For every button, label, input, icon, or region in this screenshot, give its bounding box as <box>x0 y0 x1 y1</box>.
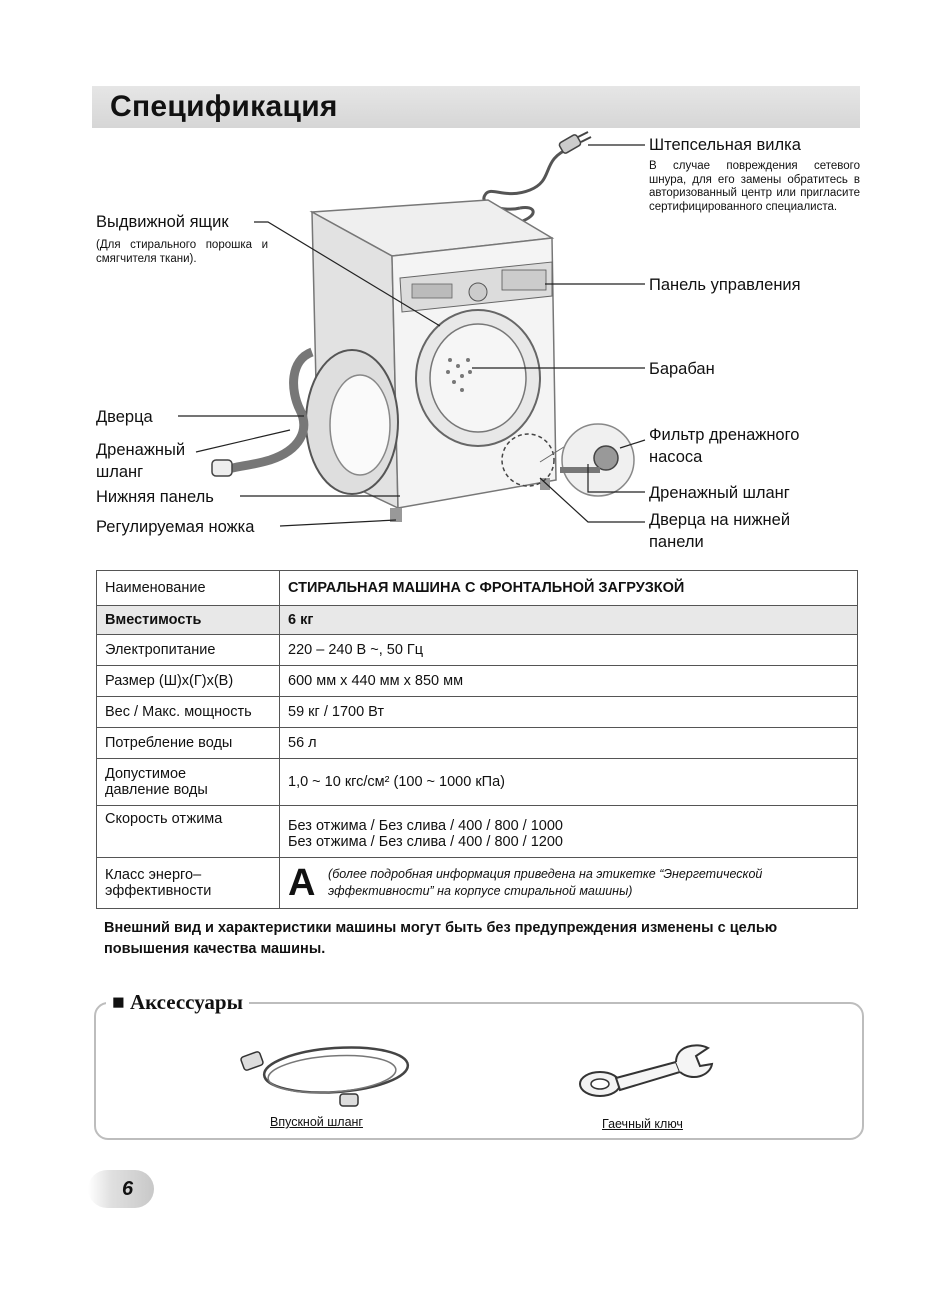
table-cell-label <box>97 858 280 909</box>
label-drain-hose-right: Дренажный шланг <box>649 484 790 502</box>
label-plug: Штепсельная вилка <box>649 136 801 154</box>
accessories-title-text: Аксессуары <box>129 990 243 1014</box>
energy-class-letter: A <box>288 862 316 904</box>
inlet-hose-icon <box>236 1030 416 1116</box>
table-cell-value: 600 мм x 440 мм x 850 мм <box>280 666 858 697</box>
label-drawer: Выдвижной ящик <box>96 213 229 231</box>
table-row <box>97 806 858 858</box>
table-cell-value: СТИРАЛЬНАЯ МАШИНА С ФРОНТАЛЬНОЙ ЗАГРУЗКОЙ <box>280 571 858 606</box>
label-pump-filter-1: Фильтр дренажного <box>649 426 800 444</box>
table-cell-label: Наименование <box>97 571 280 606</box>
table-row <box>97 858 858 909</box>
table-cell-value: 6 кг <box>280 606 858 635</box>
table-row <box>97 728 858 759</box>
wrench-icon <box>576 1038 716 1102</box>
page-title: Спецификация <box>110 90 338 123</box>
table-row <box>97 759 858 806</box>
label-pump-filter-2: насоса <box>649 448 703 466</box>
table-row <box>97 635 858 666</box>
energy-class-note: (более подробная информация приведена на этикетке “Энергетической эффективности” на корпусе стиральной машины) <box>328 867 763 898</box>
table-cell-label-line: Допустимое <box>105 766 187 782</box>
table-cell-label <box>97 759 280 806</box>
table-row <box>97 571 858 606</box>
label-adjustable-foot: Регулируемая ножка <box>96 518 255 536</box>
label-lower-door-2: панели <box>649 533 704 551</box>
table-cell-value: 59 кг / 1700 Вт <box>280 697 858 728</box>
label-door: Дверца <box>96 408 153 426</box>
table-cell-label-line: эффективности <box>105 883 212 899</box>
note-drawer: (Для стирального порошка и смягчителя ткани). <box>96 239 268 265</box>
table-cell-label-line: давление воды <box>105 782 208 798</box>
label-control-panel: Панель управления <box>649 276 801 294</box>
spin-speed-line: Без отжима / Без слива / 400 / 800 / 1200 <box>288 833 563 850</box>
table-row <box>97 666 858 697</box>
table-row <box>97 606 858 635</box>
table-cell-value: 220 – 240 В ~, 50 Гц <box>280 635 858 666</box>
label-drum: Барабан <box>649 360 715 378</box>
label-drain-hose-left-2: шланг <box>96 463 144 481</box>
page-number-tab <box>88 1170 154 1208</box>
note-plug: В случае повреждения сетевого шнура, для его замены обратитесь в авторизованный центр или пригласите сертифицированного специалиста. <box>649 160 860 213</box>
table-cell-value <box>280 806 858 858</box>
bullet-icon: ■ <box>112 990 125 1014</box>
label-lower-panel: Нижняя панель <box>96 488 214 506</box>
page-number: 6 <box>122 1178 134 1200</box>
table-cell-value <box>280 858 858 909</box>
spec-table <box>96 570 858 909</box>
label-drain-hose-left-1: Дренажный <box>96 441 186 459</box>
disclaimer: Внешний вид и характеристики машины могут быть без предупреждения изменены с целью повышения качества машины. <box>104 920 778 957</box>
table-cell-label: Вес / Макс. мощность <box>97 697 280 728</box>
washing-machine-icon <box>212 200 634 522</box>
spin-speed-line: Без отжима / Без слива / 400 / 800 / 1000 <box>288 817 563 834</box>
table-cell-label-line: Класс энерго– <box>105 867 202 883</box>
table-cell-value: 56 л <box>280 728 858 759</box>
table-row <box>97 697 858 728</box>
accessories-box <box>94 1002 864 1140</box>
accessory-caption: Впускной шланг <box>270 1115 363 1129</box>
label-lower-door-1: Дверца на нижней <box>649 511 791 529</box>
table-cell-label: Скорость отжима <box>97 806 280 858</box>
table-cell-value: 1,0 ~ 10 кгс/см² (100 ~ 1000 кПа) <box>280 759 858 806</box>
table-cell-label: Размер (Ш)x(Г)x(В) <box>97 666 280 697</box>
table-cell-label: Потребление воды <box>97 728 280 759</box>
table-cell-label: Вместимость <box>97 606 280 635</box>
accessory-caption: Гаечный ключ <box>602 1117 683 1131</box>
accessories-title <box>106 988 249 1016</box>
table-cell-label: Электропитание <box>97 635 280 666</box>
